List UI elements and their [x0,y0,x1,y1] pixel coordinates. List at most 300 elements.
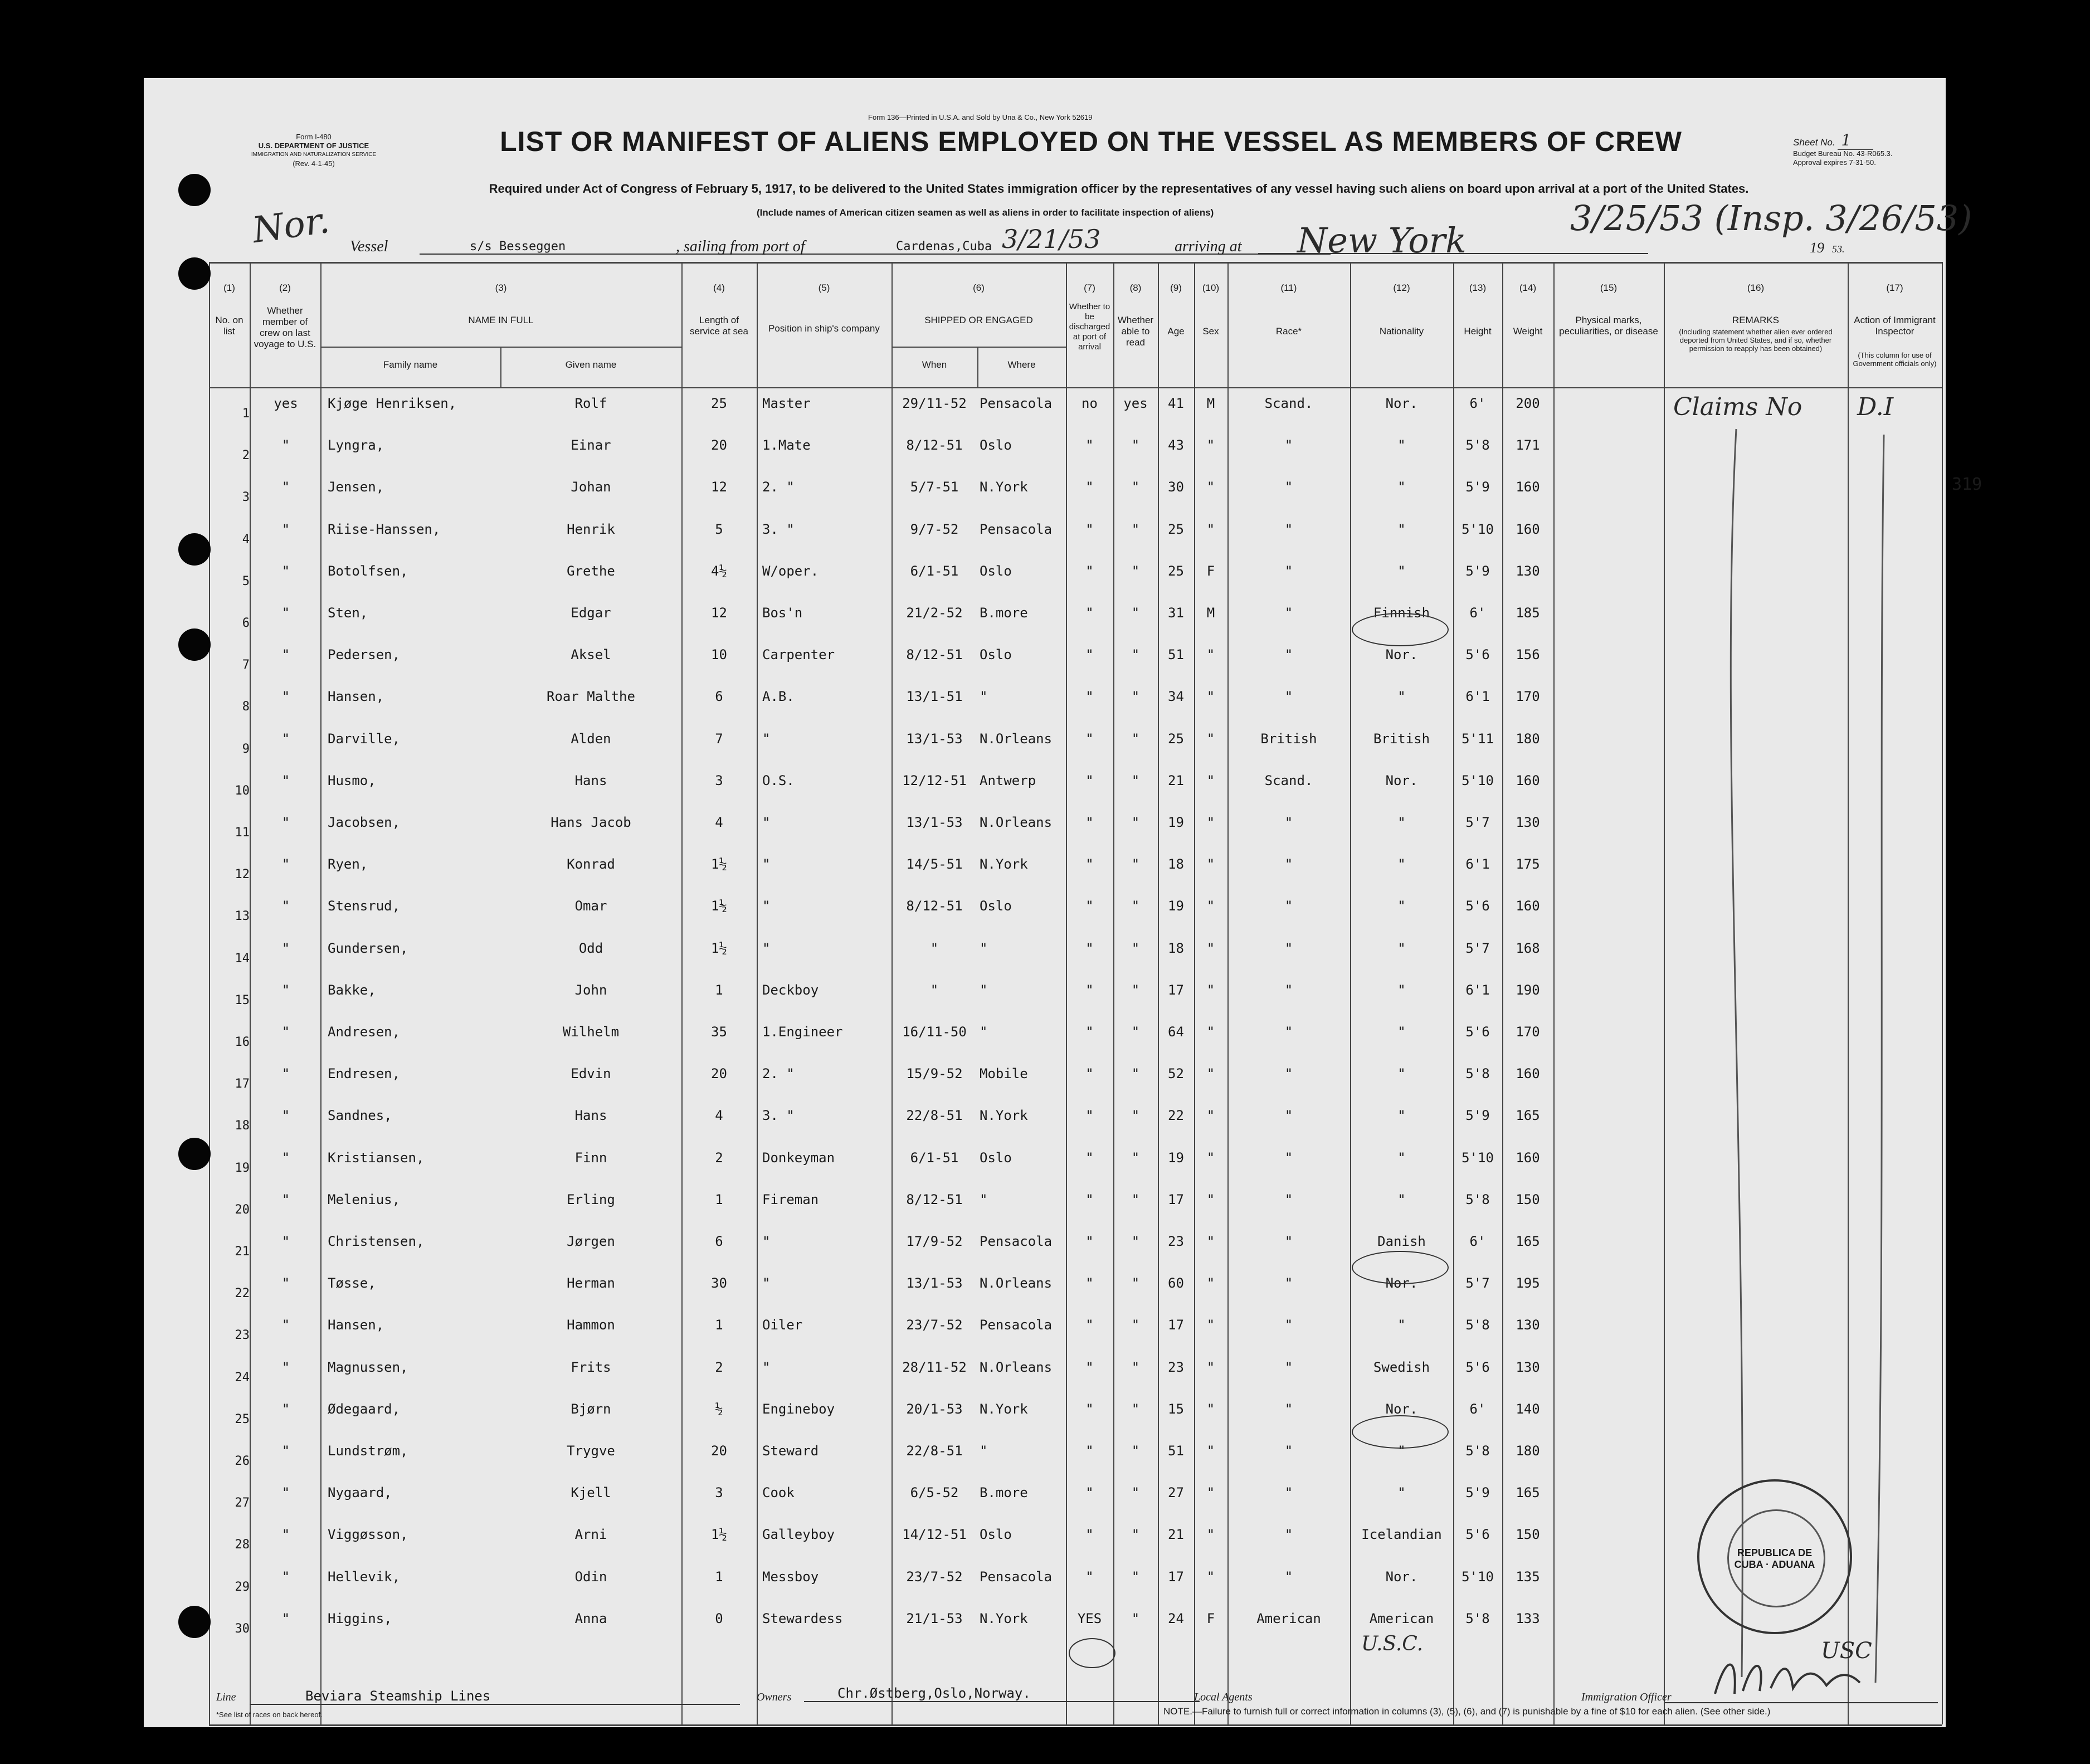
cell-weight: 140 [1516,1401,1540,1417]
cell-read: " [1131,1024,1140,1040]
cell-sex: M [1206,396,1215,411]
cell-weight: 200 [1516,396,1540,411]
cell-sex: " [1206,1192,1215,1207]
cell-where: Antwerp [980,773,1036,788]
cell-family: Andresen, [328,1024,401,1040]
remarks-annotation: Claims No [1673,393,1802,421]
cell-race: " [1284,941,1293,956]
cell-prev: " [281,1066,290,1081]
cell-nat: " [1397,1317,1406,1333]
col-num-2: (2) [279,282,291,293]
cell-disch: " [1085,522,1094,537]
cell-weight: 160 [1516,773,1540,788]
cell-position: Stewardess [762,1611,843,1626]
printer-line: Form 136—Printed in U.S.A. and Sold by Una & Co., New York 52619 [868,113,1093,121]
cell-prev: " [281,563,290,579]
cell-disch: " [1085,856,1094,872]
arrival-date: 3/25/53 (Insp. 3/26/53) [1570,198,1972,238]
cell-prev: " [281,1401,290,1417]
cell-when: " [930,982,939,998]
cell-prev: yes [274,396,298,411]
cell-age: 25 [1168,522,1184,537]
cell-when: 9/7-52 [910,522,959,537]
cell-weight: 156 [1516,647,1540,662]
cell-height: 6' [1469,1234,1486,1249]
cell-when: 8/12-51 [906,898,963,914]
cell-service: 5 [715,522,723,537]
cell-nat: " [1397,1024,1406,1040]
cell-age: 22 [1168,1108,1184,1123]
cell-sex: " [1206,1569,1215,1585]
col-num-15: (15) [1600,282,1618,293]
cell-sex: F [1206,563,1215,579]
cell-position: Cook [762,1485,795,1500]
cell-sex: " [1206,689,1215,704]
cell-family: Botolfsen, [328,563,408,579]
cell-age: 34 [1168,689,1184,704]
cell-disch: " [1085,1401,1094,1417]
cell-disch: " [1085,898,1094,914]
cell-race: " [1284,1024,1293,1040]
cell-weight: 130 [1516,1317,1540,1333]
cell-prev: " [281,1317,290,1333]
cell-when: 13/1-53 [906,1275,963,1291]
cell-height: 5'8 [1465,1192,1490,1207]
cell-given: Alden [571,731,611,747]
usc-note-2: USC [1821,1638,1872,1664]
punch-hole [178,1138,211,1170]
cell-where: N.Orleans [980,815,1053,830]
cell-family: Lundstrøm, [328,1443,408,1459]
cell-read: " [1131,689,1140,704]
cell-no: 22 [235,1287,250,1300]
cell-height: 6'1 [1465,856,1490,872]
cell-disch: " [1085,1359,1094,1375]
cell-when: 13/1-51 [906,689,963,704]
cell-given: Odd [578,941,603,956]
cell-no: 13 [235,909,250,923]
cell-read: " [1131,773,1140,788]
cell-family: Sandnes, [328,1108,392,1123]
cell-height: 5'6 [1465,1527,1490,1542]
cell-family: Lyngra, [328,437,384,453]
cell-position: Donkeyman [762,1150,835,1166]
cell-given: Herman [567,1275,615,1291]
cell-prev: " [281,1611,290,1626]
punch-hole [178,257,211,290]
cell-service: 7 [715,731,723,747]
col-num-1: (1) [223,282,235,293]
cell-race: " [1284,563,1293,579]
cell-service: 20 [711,437,727,453]
cell-weight: 160 [1516,1150,1540,1166]
cell-when: 16/11-50 [902,1024,967,1040]
cell-service: 6 [715,689,723,704]
cell-nat: Swedish [1373,1359,1430,1375]
cell-height: 5'7 [1465,941,1490,956]
cell-nat: " [1397,563,1406,579]
cell-age: 64 [1168,1024,1184,1040]
cell-when: 23/7-52 [906,1569,963,1585]
cell-age: 17 [1168,982,1184,998]
cell-age: 19 [1168,1150,1184,1166]
cell-where: Mobile [980,1066,1028,1081]
cell-nat: " [1397,689,1406,704]
cell-nat: Nor. [1385,1275,1418,1291]
sailing-date: 3/21/53 [1002,224,1101,254]
cell-where: Pensacola [980,522,1053,537]
cell-where: " [980,689,988,704]
cell-weight: 135 [1516,1569,1540,1585]
table-bottom-rule [209,1724,1942,1726]
cell-age: 19 [1168,815,1184,830]
grid-line [250,262,251,1724]
cell-weight: 175 [1516,856,1540,872]
col-header-9: Age [1167,326,1185,337]
sheet-label: Sheet No. [1793,137,1835,148]
cell-height: 6'1 [1465,689,1490,704]
cell-no: 8 [242,700,250,714]
cell-race: Scand. [1264,773,1313,788]
requirement-text: Required under Act of Congress of February 5, 1917, to be delivered to the United States immigration officer by the representatives of any vessel having such aliens on board upon arrival at a port of the United States. [489,182,1749,196]
cell-where: N.York [980,1108,1028,1123]
cell-no: 10 [235,784,250,798]
cell-prev: " [281,605,290,621]
cell-when: 5/7-51 [910,479,959,495]
col-num-6: (6) [973,282,985,293]
footer-note: NOTE.—Failure to furnish full or correct information in columns (3), (5), (6), and (7) is punishable by a fine of $10 for each alien. (See other side.) [1163,1706,1771,1717]
cell-disch: " [1085,1192,1094,1207]
cell-no: 16 [235,1035,250,1049]
cell-prev: " [281,522,290,537]
family-name-header: Family name [383,359,438,370]
cell-prev: " [281,731,290,747]
cell-age: 23 [1168,1359,1184,1375]
stamp-text: REPUBLICA DE CUBA · ADUANA [1734,1547,1815,1570]
cell-race: " [1284,1359,1293,1375]
cell-height: 5'9 [1465,1108,1490,1123]
cell-race: " [1284,647,1293,662]
cell-disch: " [1085,1066,1094,1081]
cell-when: 23/7-52 [906,1317,963,1333]
cell-when: 13/1-53 [906,815,963,830]
cell-given: Johan [571,479,611,495]
col-num-8: (8) [1129,282,1142,293]
cell-prev: " [281,773,290,788]
cell-given: Finn [574,1150,607,1166]
col-num-16: (16) [1747,282,1765,293]
cell-no: 6 [242,616,250,630]
cell-given: Hans [574,1108,607,1123]
cell-race: " [1284,1066,1293,1081]
cell-age: 52 [1168,1066,1184,1081]
cell-read: " [1131,1150,1140,1166]
cell-race: " [1284,982,1293,998]
cell-position: 2. " [762,1066,795,1081]
cell-race: " [1284,1108,1293,1123]
cell-read: " [1131,1527,1140,1542]
cell-weight: 185 [1516,605,1540,621]
cell-family: Jensen, [328,479,384,495]
circle-mark [1352,1251,1449,1284]
cell-position: " [762,898,771,914]
cell-where: N.York [980,856,1028,872]
cell-prev: " [281,479,290,495]
where-header: Where [1007,359,1036,370]
cell-nat: " [1397,1485,1406,1500]
cell-no: 27 [235,1496,250,1510]
cell-prev: " [281,437,290,453]
cell-position: " [762,1275,771,1291]
cell-age: 17 [1168,1317,1184,1333]
cell-where: " [980,1443,988,1459]
year-prefix: 19 [1810,240,1824,256]
cell-height: 5'6 [1465,898,1490,914]
cell-service: 30 [711,1275,727,1291]
cell-when: 8/12-51 [906,647,963,662]
cell-position: 3. " [762,1108,795,1123]
cell-sex: " [1206,522,1215,537]
cell-sex: " [1206,898,1215,914]
cell-height: 5'8 [1465,437,1490,453]
cell-race: " [1284,1443,1293,1459]
cell-position: Oiler [762,1317,803,1333]
cell-position: " [762,1359,771,1375]
cell-read: " [1131,815,1140,830]
cell-no: 2 [242,449,250,462]
cell-where: Pensacola [980,396,1053,411]
cell-nat: Danish [1377,1234,1426,1249]
col-header-15: Physical marks, peculiarities, or disease [1559,315,1658,337]
cell-nat: British [1373,731,1430,747]
col-header-5: Position in ship's company [768,323,880,334]
cell-sex: " [1206,1443,1215,1459]
cell-disch: " [1085,1275,1094,1291]
col-num-11: (11) [1280,282,1297,293]
grid-line [757,262,758,1724]
cell-weight: 180 [1516,1443,1540,1459]
cell-height: 5'9 [1465,563,1490,579]
col-header-4: Length of service at sea [690,315,748,337]
cell-service: 3 [715,773,723,788]
cell-read: " [1131,1275,1140,1291]
table-top-rule [209,262,1942,264]
cell-no: 11 [235,826,250,840]
cell-sex: " [1206,941,1215,956]
cell-nat: Icelandian [1361,1527,1442,1542]
cell-prev: " [281,941,290,956]
owners-label: Owners [757,1691,792,1703]
cell-family: Gundersen, [328,941,408,956]
cell-race: " [1284,479,1293,495]
cell-read: " [1131,1485,1140,1500]
cell-race: " [1284,605,1293,621]
cell-height: 5'8 [1465,1066,1490,1081]
cell-age: 31 [1168,605,1184,621]
cell-height: 6' [1469,1401,1486,1417]
cell-sex: " [1206,1359,1215,1375]
cell-service: 12 [711,605,727,621]
year-field [1810,240,1845,256]
cell-race: " [1284,1569,1293,1585]
cell-disch: " [1085,982,1094,998]
cell-sex: " [1206,982,1215,998]
col-header-1: No. on list [215,315,243,337]
cell-sex: " [1206,731,1215,747]
cell-given: Hammon [567,1317,615,1333]
cell-family: Husmo, [328,773,376,788]
cell-given: Hans Jacob [550,815,631,830]
cell-read: " [1131,1401,1140,1417]
cell-read: " [1131,1569,1140,1585]
cell-disch: " [1085,689,1094,704]
cell-read: " [1131,1317,1140,1333]
cell-height: 5'6 [1465,1359,1490,1375]
cell-disch: no [1081,396,1098,411]
cell-position: Galleyboy [762,1527,835,1542]
revision: (Rev. 4-1-45) [293,159,335,168]
cell-given: Arni [574,1527,607,1542]
col-num-12: (12) [1393,282,1410,293]
cell-family: Stensrud, [328,898,401,914]
cell-where: Pensacola [980,1569,1053,1585]
cell-position: " [762,856,771,872]
col-header-14: Weight [1513,326,1543,337]
cell-prev: " [281,1192,290,1207]
cell-height: 6'1 [1465,982,1490,998]
cell-height: 5'10 [1461,1569,1494,1585]
cell-when: 6/5-52 [910,1485,959,1500]
cell-given: Einar [571,437,611,453]
cell-prev: " [281,1359,290,1375]
cell-where: Pensacola [980,1234,1053,1249]
cell-where: " [980,982,988,998]
cell-nat: " [1397,1192,1406,1207]
cell-sex: " [1206,1485,1215,1500]
col-header-6: SHIPPED OR ENGAGED [924,315,1033,325]
cell-height: 6' [1469,396,1486,411]
cell-when: 12/12-51 [902,773,967,788]
cell-age: 60 [1168,1275,1184,1291]
cell-service: 25 [711,396,727,411]
cell-position: 1.Engineer [762,1024,843,1040]
cell-family: Ødegaard, [328,1401,401,1417]
cell-given: Edgar [571,605,611,621]
cell-given: Trygve [567,1443,615,1459]
cell-race: " [1284,898,1293,914]
cell-nat: " [1397,1443,1406,1459]
cell-disch: " [1085,437,1094,453]
cell-given: Hans [574,773,607,788]
cell-nat: " [1397,479,1406,495]
department: U.S. DEPARTMENT OF JUSTICE [258,142,369,150]
cell-nat: Nor. [1385,1569,1418,1585]
cell-no: 7 [242,658,250,672]
sailing-label: , sailing from port of [676,238,805,255]
cell-sex: " [1206,1108,1215,1123]
cell-prev: " [281,647,290,662]
cell-height: 5'10 [1461,1150,1494,1166]
cell-nat: " [1397,898,1406,914]
cell-nat: Finnish [1373,605,1430,621]
cell-where: Oslo [980,1527,1012,1542]
cell-read: " [1131,1234,1140,1249]
cell-position: " [762,731,771,747]
cell-service: 12 [711,479,727,495]
vessel-label: Vessel [350,238,388,255]
cell-family: Kristiansen, [328,1150,425,1166]
col-num-17: (17) [1886,282,1903,293]
cell-nat: American [1369,1611,1434,1626]
circle-mark [1352,613,1449,646]
cell-read: yes [1123,396,1148,411]
cell-given: Omar [574,898,607,914]
line-label: Line [216,1691,236,1703]
cell-service: 2 [715,1150,723,1166]
cell-position: Carpenter [762,647,835,662]
cell-race: " [1284,815,1293,830]
cell-prev: " [281,1485,290,1500]
punch-hole [178,174,211,206]
cell-where: N.York [980,1611,1028,1626]
cell-sex: " [1206,1024,1215,1040]
cell-service: 1 [715,1317,723,1333]
cell-disch: " [1085,1443,1094,1459]
cell-prev: " [281,856,290,872]
col-num-5: (5) [818,282,830,293]
cell-where: " [980,941,988,956]
cell-position: " [762,815,771,830]
col-num-4: (4) [713,282,725,293]
manifest-page [144,78,1982,1727]
cell-given: Anna [574,1611,607,1626]
cell-disch: " [1085,605,1094,621]
cell-disch: " [1085,1527,1094,1542]
cell-where: " [980,1192,988,1207]
cell-read: " [1131,1611,1140,1626]
cell-where: Oslo [980,437,1012,453]
grid-line [1553,262,1555,1724]
owners-value: Chr.Østberg,Oslo,Norway. [804,1685,1200,1702]
cell-given: Bjørn [571,1401,611,1417]
cell-no: 25 [235,1412,250,1426]
cell-position: W/oper. [762,563,819,579]
cell-nat: " [1397,1108,1406,1123]
cell-weight: 171 [1516,437,1540,453]
cell-position: Engineboy [762,1401,835,1417]
cell-service: 1 [715,982,723,998]
circle-mark [1069,1638,1115,1668]
cell-weight: 150 [1516,1192,1540,1207]
cell-nat: " [1397,982,1406,998]
cell-prev: " [281,1234,290,1249]
races-note: *See list of races on back hereof. [216,1711,323,1719]
cell-service: 2 [715,1359,723,1375]
cell-sex: M [1206,605,1215,621]
cell-read: " [1131,479,1140,495]
cell-race: " [1284,1234,1293,1249]
cell-race: Scand. [1264,396,1313,411]
cell-when: 22/8-51 [906,1108,963,1123]
cell-read: " [1131,437,1140,453]
cell-no: 19 [235,1161,250,1175]
cell-position: Deckboy [762,982,819,998]
budget-block [1793,149,1893,167]
sheet-number [1793,131,1873,149]
cell-where: Oslo [980,647,1012,662]
cell-family: Bakke, [328,982,376,998]
cell-family: Sten, [328,605,368,621]
